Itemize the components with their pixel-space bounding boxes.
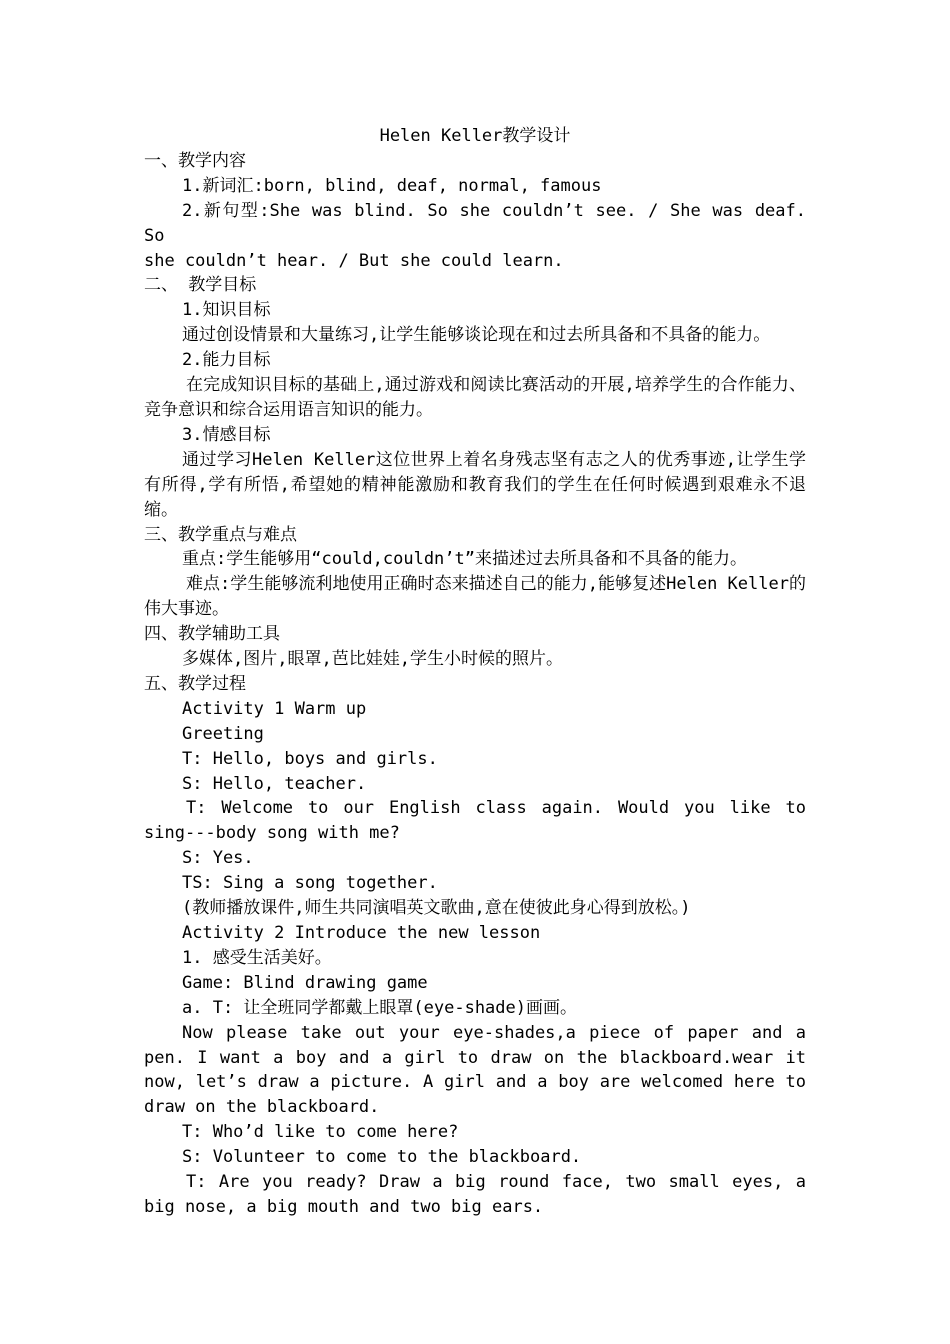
difficult-point-text: 难点:学生能够流利地使用正确时态来描述自己的能力,能够复述Helen Keller的伟大事迹。 bbox=[144, 574, 806, 620]
section-heading-key-points: 三、教学重点与难点 bbox=[144, 524, 297, 545]
section-heading-process: 五、教学过程 bbox=[144, 673, 246, 694]
step-title: 1. 感受生活美好。 bbox=[182, 947, 332, 968]
dialogue-line: T: Hello, boys and girls. bbox=[182, 748, 438, 769]
new-sentences-line-1: 2.新句型:She was blind. So she couldn’t see. / She was deaf. So bbox=[144, 200, 806, 246]
dialogue-line: TS: Sing a song together. bbox=[182, 873, 438, 894]
ability-goal-title: 2.能力目标 bbox=[182, 350, 271, 371]
dialogue-line: T: Welcome to our English class again. Would you like to sing---body song with me? bbox=[144, 798, 806, 844]
section-heading-goals: 二、 教学目标 bbox=[144, 275, 257, 296]
dialogue-line: T: Are you ready? Draw a big round face, two small eyes, a big nose, a big mouth and two big ears. bbox=[144, 1172, 806, 1217]
document-body bbox=[144, 124, 806, 1220]
teacher-speech-paragraph: Now please take out your eye-shades,a piece of paper and a pen. I want a boy and a girl to draw on the blackboard.wear it now, let’s draw a picture. A girl and a boy are welcomed here to draw on the blackboard. bbox=[144, 1022, 806, 1118]
ability-goal-body: 在完成知识目标的基础上,通过游戏和阅读比赛活动的开展,培养学生的合作能力、竞争意识和综合运用语言知识的能力。 bbox=[144, 375, 806, 420]
new-words-line: 1.新词汇:born, blind, deaf, normal, famous bbox=[182, 175, 602, 196]
greeting-label: Greeting bbox=[182, 723, 264, 744]
activity-1-title: Activity 1 Warm up bbox=[182, 698, 367, 719]
knowledge-goal-title: 1.知识目标 bbox=[182, 300, 271, 321]
dialogue-line: S: Hello, teacher. bbox=[182, 773, 367, 794]
section-heading-content: 一、教学内容 bbox=[144, 150, 246, 171]
document-title: Helen Keller教学设计 bbox=[379, 126, 571, 146]
new-sentences-line-2: she couldn’t hear. / But she could learn. bbox=[144, 250, 564, 271]
emotion-goal-body: 通过学习Helen Keller这位世界上着名身残志坚有志之人的优秀事迹,让学生学有所得,学有所悟,希望她的精神能激励和教育我们的学生在任何时候遇到艰难永不退缩。 bbox=[144, 449, 806, 520]
game-instruction: a. T: 让全班同学都戴上眼罩(eye-shade)画画。 bbox=[182, 997, 577, 1018]
teacher-note: (教师播放课件,师生共同演唱英文歌曲,意在使彼此身心得到放松。) bbox=[182, 898, 691, 919]
game-title: Game: Blind drawing game bbox=[182, 972, 428, 993]
section-heading-tools: 四、教学辅助工具 bbox=[144, 624, 280, 645]
tools-text: 多媒体,图片,眼罩,芭比娃娃,学生小时候的照片。 bbox=[182, 649, 563, 670]
knowledge-goal-body: 通过创设情景和大量练习,让学生能够谈论现在和过去所具备和不具备的能力。 bbox=[182, 325, 771, 346]
dialogue-line: S: Yes. bbox=[182, 848, 254, 869]
key-point-text: 重点:学生能够用“could,couldn’t”来描述过去所具备和不具备的能力。 bbox=[182, 549, 747, 570]
activity-2-title: Activity 2 Introduce the new lesson bbox=[182, 923, 541, 943]
emotion-goal-title: 3.情感目标 bbox=[182, 424, 271, 445]
dialogue-line: T: Who’d like to come here? bbox=[182, 1122, 459, 1143]
dialogue-line: S: Volunteer to come to the blackboard. bbox=[182, 1147, 582, 1168]
